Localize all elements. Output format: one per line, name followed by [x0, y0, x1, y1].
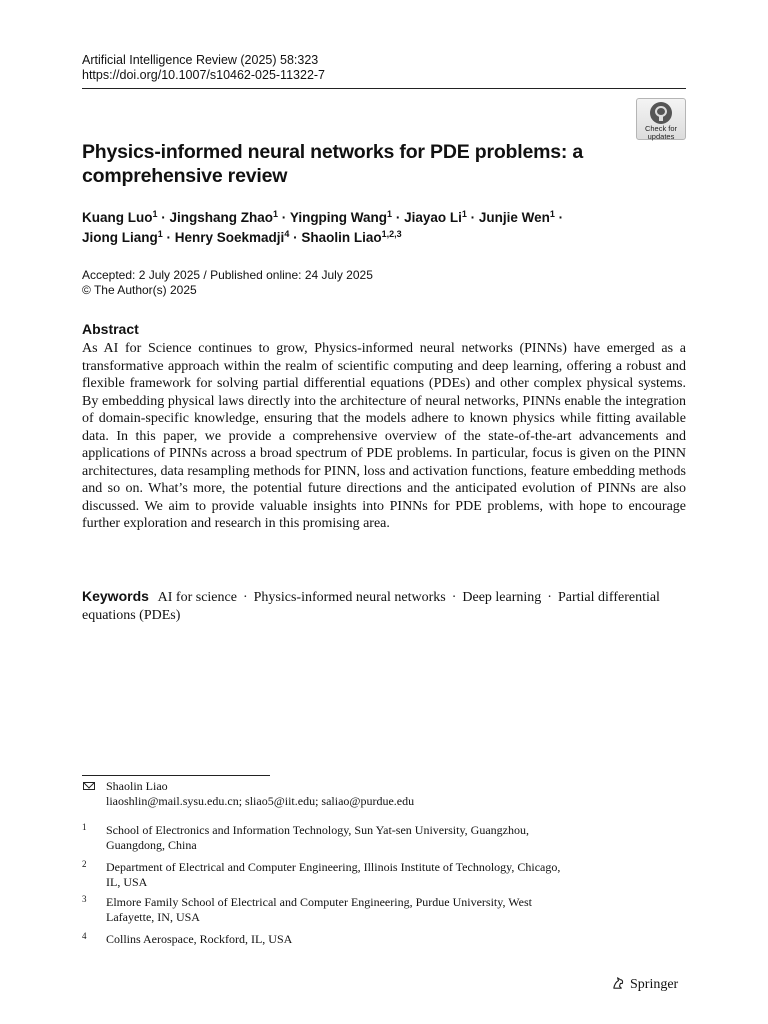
keyword: Partial differential equations (PDEs) — [82, 590, 660, 623]
affiliation-text-cont: Lafayette, IN, USA — [106, 910, 200, 924]
author-name[interactable]: Jiayao Li — [404, 210, 462, 225]
affiliation-number: 3 — [82, 894, 87, 904]
author-name[interactable]: Henry Soekmadji — [174, 230, 285, 245]
accepted-published-dates: Accepted: 2 July 2025 / Published online: 24 July 2025 — [82, 268, 373, 282]
springer-horse-icon — [611, 975, 626, 990]
affiliation-4 — [82, 932, 642, 947]
keyword: AI for science — [157, 590, 237, 605]
doi-link[interactable]: https://doi.org/10.1007/s10462-025-11322-7 — [82, 68, 326, 82]
check-for-updates-icon — [650, 102, 672, 124]
keyword: Physics-informed neural networks — [253, 590, 446, 605]
keywords — [82, 587, 686, 625]
paper-title: Physics-informed neural networks for PDE problems: a comprehensive review — [82, 141, 584, 187]
author-name[interactable]: Jingshang Zhao — [169, 210, 274, 225]
keyword: Deep learning — [462, 590, 542, 605]
affiliation-text: Elmore Family School of Electrical and Computer Engineering, Purdue University, West — [106, 895, 532, 909]
author-list: Kuang Luo$^1$ · Jingshang Zhao$^1$ · Yingping Wang$^1$ · Jiayao $Li^1$ · Junjie Wen$^1$ · Jiong Liang$^1$ · Henry Soekmadji$^4$ · Shaolin Liao$^{1,2,3}$ — [82, 209, 564, 245]
affiliation-2 — [82, 860, 642, 890]
author-affiliation-mark: 1 — [157, 229, 163, 239]
affiliation-text-cont: IL, USA — [106, 875, 148, 889]
author-affiliation-mark: 1,2,3 — [381, 229, 402, 239]
author-affiliation-mark: 1 — [549, 209, 555, 219]
publisher-name: Springer — [630, 977, 679, 992]
keywords-heading: Keywords — [82, 588, 149, 604]
check-for-updates-badge[interactable] — [636, 98, 686, 140]
author-name[interactable]: Kuang Luo — [82, 210, 153, 225]
abstract-text: As AI for Science continues to grow, Physics-informed neural networks (PINNs) have emerged as a transformative approach within the realm of scientific computing and deep learning, offering a robust and flexible framework for solving partial differential equations (PDEs) and other complex physical systems. By embedding physical laws directly into the architecture of neural networks, PINNs enable the integration of domain-specific knowledge, ensuring that the models adhere to known physics while fitting available data. In this paper, we provide a comprehensive overview of the state-of-the-art advancements and applications of PINNs across a broad spectrum of PDE problems. In particular, focus is given on the PINN architectures, data resampling methods for PINN, loss and activation functions, feature embedding methods and so on. What’s more, the potential future directions and the anticipated evolution of PINNs are also discussed. We aim to provide valuable insights into PINNs for PDE problems, with hope to encourage further exploration and research in this promising area. — [82, 341, 686, 531]
author-affiliation-mark: 1 — [461, 209, 467, 219]
affiliation-number: 1 — [82, 822, 87, 832]
envelope-icon — [83, 782, 95, 790]
affiliation-number: 2 — [82, 859, 87, 869]
affiliation-text: Department of Electrical and Computer Engineering, Illinois Institute of Technology, Chicago, — [106, 860, 561, 874]
affiliation-3 — [82, 895, 642, 925]
affiliation-text: Collins Aerospace, Rockford, IL, USA — [106, 932, 293, 946]
check-for-updates-label: Check for updates — [644, 124, 678, 141]
header-rule — [82, 88, 686, 89]
corresponding-author-emails[interactable]: liaoshlin@mail.sysu.edu.cn; sliao5@iit.edu; saliao@purdue.edu — [106, 794, 415, 808]
author-affiliation-mark: 1 — [273, 209, 279, 219]
author-affiliation-mark: 1 — [387, 209, 393, 219]
affiliation-text-cont: Guangdong, China — [106, 838, 197, 852]
author-affiliation-mark: 1 — [152, 209, 158, 219]
author-name[interactable]: Yingping Wang — [289, 210, 388, 225]
affiliation-text: School of Electronics and Information Technology, Sun Yat-sen University, Guangzhou, — [106, 823, 529, 837]
author-affiliation-mark: 4 — [284, 229, 290, 239]
author-name[interactable]: Shaolin Liao — [301, 230, 382, 245]
author-name[interactable]: Junjie Wen — [478, 210, 550, 225]
keyword-separator: · — [242, 590, 248, 605]
abstract-heading: Abstract — [82, 321, 139, 337]
keyword-separator: · — [547, 590, 552, 605]
affiliation-number: 4 — [82, 931, 87, 941]
journal-citation: Artificial Intelligence Review (2025) 58:323 — [82, 53, 319, 67]
author-name[interactable]: Jiong Liang — [82, 230, 158, 245]
affiliation-1 — [82, 823, 642, 853]
copyright-notice: © The Author(s) 2025 — [82, 283, 197, 297]
publication-dates — [82, 268, 373, 298]
journal-header — [82, 53, 325, 83]
publisher-logo — [611, 975, 678, 994]
footnote-rule — [82, 775, 270, 776]
corresponding-author-name: Shaolin Liao — [106, 779, 168, 793]
keyword-separator: · — [451, 590, 457, 605]
